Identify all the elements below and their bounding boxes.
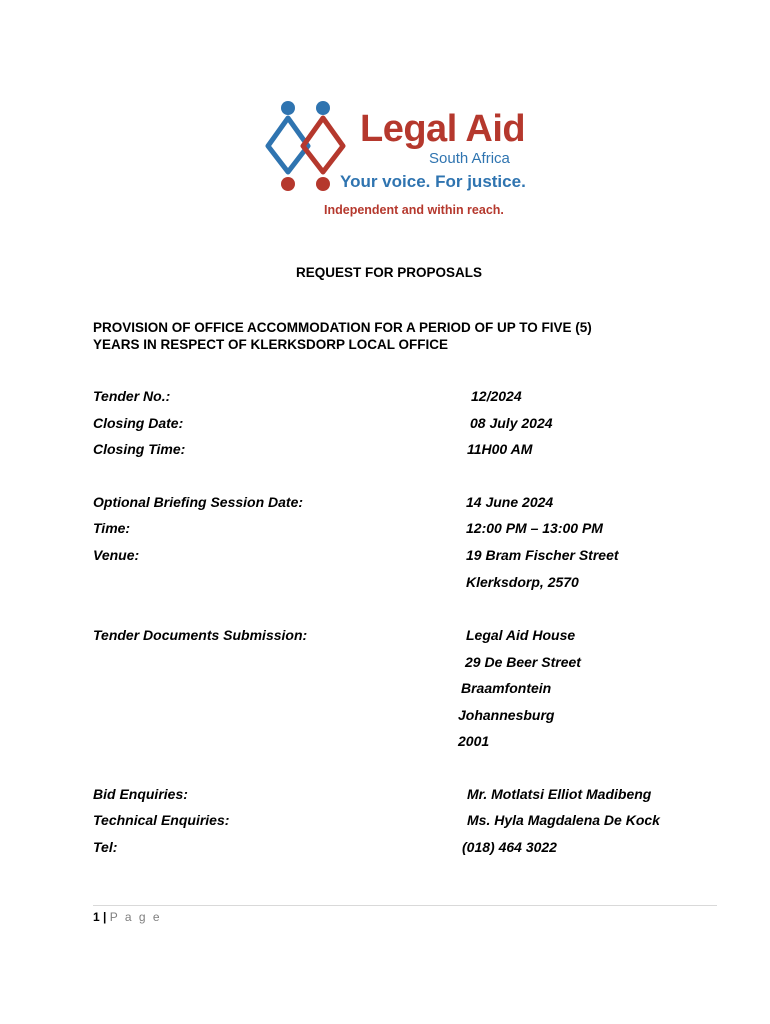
closing-date-value: 08 July 2024 <box>470 415 553 431</box>
tel-label: Tel: <box>93 839 118 855</box>
page-footer <box>93 910 162 924</box>
footer-divider <box>93 905 717 906</box>
briefing-date-label: Optional Briefing Session Date: <box>93 494 304 510</box>
logo-subtitle: South Africa <box>429 150 510 167</box>
logo-tagline: Your voice. For justice. <box>340 172 526 191</box>
document-heading: REQUEST FOR PROPOSALS <box>296 265 483 280</box>
submission-line-4: Johannesburg <box>458 707 555 723</box>
document-title-line-1: PROVISION OF OFFICE ACCOMMODATION FOR A PERIOD OF UP TO FIVE (5) <box>93 320 592 335</box>
time-label: Time: <box>93 520 131 536</box>
bid-enquiries-value: Mr. Motlatsi Elliot Madibeng <box>467 786 652 802</box>
briefing-date-value: 14 June 2024 <box>466 494 554 510</box>
submission-line-3: Braamfontein <box>461 680 552 696</box>
closing-date-label: Closing Date: <box>93 415 184 431</box>
venue-label: Venue: <box>93 547 140 563</box>
submission-line-2: 29 De Beer Street <box>465 654 581 670</box>
document-title-line-2: YEARS IN RESPECT OF KLERKSDORP LOCAL OFFICE <box>93 337 449 352</box>
tender-no-value: 12/2024 <box>471 388 522 404</box>
tender-no-label: Tender No.: <box>93 388 171 404</box>
technical-enquiries-label: Technical Enquiries: <box>93 812 230 828</box>
page-separator: | <box>103 910 107 924</box>
closing-time-label: Closing Time: <box>93 441 186 457</box>
bid-enquiries-label: Bid Enquiries: <box>93 786 188 802</box>
page-word: P a g e <box>109 910 162 924</box>
submission-label: Tender Documents Submission: <box>93 627 308 643</box>
legal-aid-logo <box>262 98 542 226</box>
submission-line-5: 2001 <box>458 733 490 749</box>
time-value: 12:00 PM – 13:00 PM <box>466 520 603 536</box>
venue-line-2: Klerksdorp, 2570 <box>466 574 579 590</box>
logo-title: Legal Aid <box>360 108 526 150</box>
submission-line-1: Legal Aid House <box>466 627 576 643</box>
venue-line-1: 19 Bram Fischer Street <box>466 547 619 563</box>
tel-value: (018) 464 3022 <box>462 839 557 855</box>
closing-time-value: 11H00 AM <box>467 441 533 457</box>
logo-tagline-secondary: Independent and within reach. <box>324 203 504 217</box>
page-number: 1 <box>93 910 100 924</box>
technical-enquiries-value: Ms. Hyla Magdalena De Kock <box>467 812 660 828</box>
